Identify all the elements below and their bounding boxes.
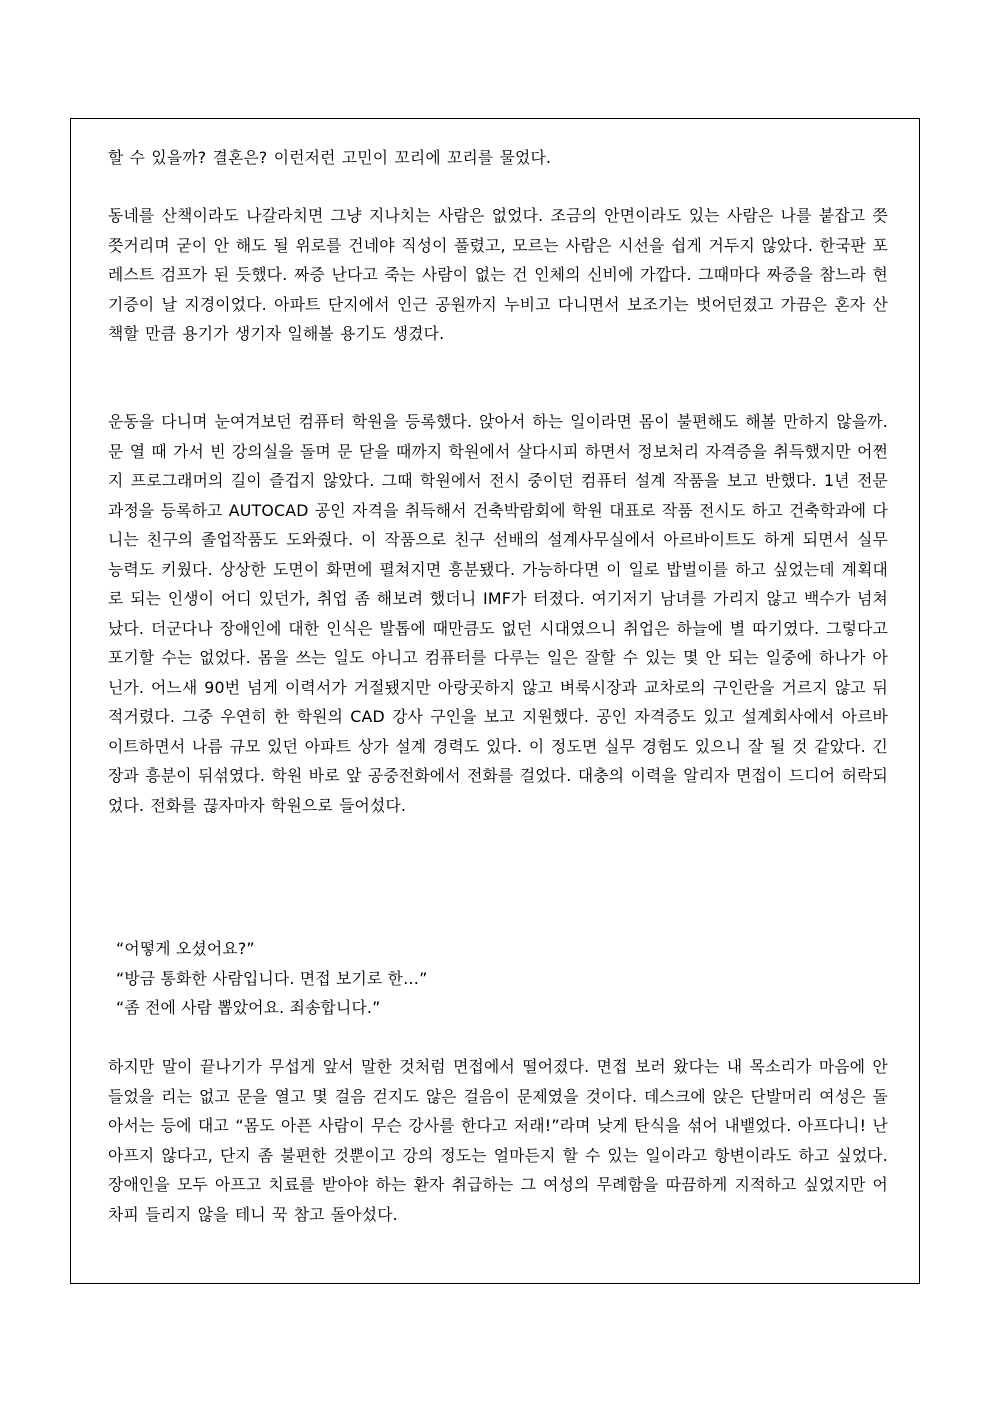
dialogue-line: “어떻게 오셨어요?” — [116, 939, 255, 958]
dialogue-line: “방금 통화한 사람입니다. 면접 보기로 한…” — [116, 968, 428, 988]
paragraph-career: 운동을 다니며 눈여겨보던 컴퓨터 학원을 등록했다. 앉아서 하는 일이라면 몸이 불편해도 해볼 만하지 않을까. 문 열 때 가서 빈 강의실을 돌며 문 닫을 때까지 학원에서 살다시피 하면서 정보처리 자격증을 취득했지만 어쩐지 프로그래머의 길이 즐겁지 않았다. 그때 학원에서 전시 중이던 컴퓨터 설계 작품을 보고 반했다. 1년 전문 과정을 등록하고 AUTOCAD 공인 자격을 취득해서 건축박람회에 학원 대표로 작품 전시도 하고 건축학과에 다니는 친구의 졸업작품도 도와줬다. 이 작품으로 친구 선배의 설계사무실에서 아르바이트도 하게 되면서 실무 능력도 키웠다. 상상한 도면이 화면에 펼쳐지면 흥분됐다. 가능하다면 이 일로 밥벌이를 하고 싶었는데 계획대로 되는 인생이 어디 있던가, 취업 좀 해보려 했더니 IMF가 터졌다. 여기저기 남녀를 가리지 않고 백수가 넘쳐났다. 더군다나 장애인에 대한 인식은 발톱에 때만큼도 없던 시대였으니 취업은 하늘에 별 따기였다. 그렇다고 포기할 수는 없었다. 몸을 쓰는 일도 아니고 컴퓨터를 다루는 일은 잘할 수 있는 몇 안 되는 일중에 하나가 아닌가. 어느새 90번 넘게 이력서가 거절됐지만 아랑곳하지 않고 벼룩시장과 교차로의 구인란을 거르지 않고 뒤적거렸다. 그중 우연히 한 학원의 CAD 강사 구인을 보고 지원했다. 공인 자격증도 있고 설계회사에서 아르바이트하면서 나름 규모 있던 아파트 상가 설계 경력도 있다. 이 정도면 실무 경험도 있으니 잘 될 것 같았다. 긴장과 흥분이 뒤섞였다. 학원 바로 앞 공중전화에서 전화를 걸었다. 대충의 이력을 알리자 면접이 드디어 허락되었다. 전화를 끊자마자 학원으로 들어섰다. — [108, 412, 888, 815]
paragraph-intro: 할 수 있을까? 결혼은? 이런저런 고민이 꼬리에 꼬리를 물었다. — [108, 148, 552, 167]
paragraph-walk: 동네를 산책이라도 나갈라치면 그냥 지나치는 사람은 없었다. 조금의 안면이라도 있는 사람은 나를 붙잡고 쯧쯧거리며 굳이 안 해도 될 위로를 건네야 직성이 풀렸고, 모르는 사람은 시선을 쉽게 거두지 않았다. 한국판 포레스트 검프가 된 듯했다. 짜증 난다고 죽는 사람이 없는 건 인체의 신비에 가깝다. 그때마다 짜증을 참느라 현기증이 날 지경이었다. 아파트 단지에서 인근 공원까지 누비고 다니면서 보조기는 벗어던졌고 가끔은 혼자 산책할 만큼 용기가 생기자 일해볼 용기도 생겼다. — [108, 206, 888, 343]
dialogue-block — [116, 934, 886, 1023]
dialogue-line: “좀 전에 사람 뽑았어요. 죄송합니다.” — [116, 998, 381, 1017]
paragraph-rejection: 하지만 말이 끝나기가 무섭게 앞서 말한 것처럼 면접에서 떨어졌다. 면접 보러 왔다는 내 목소리가 마음에 안 들었을 리는 없고 문을 열고 몇 걸음 걷지도 않은 걸음이 문제였을 것이다. 데스크에 앉은 단발머리 여성은 돌아서는 등에 대고 “몸도 아픈 사람이 무슨 강사를 한다고 저래!”라며 낮게 탄식을 섞어 내뱉었다. 아프다니! 난 아프지 않다고, 단지 좀 불편한 것뿐이고 강의 정도는 얼마든지 할 수 있는 일이라고 항변이라도 하고 싶었다. 장애인을 모두 아프고 치료를 받아야 하는 환자 취급하는 그 여성의 무례함을 따끔하게 지적하고 싶었지만 어차피 들리지 않을 테니 꾹 참고 돌아섰다. — [108, 1057, 888, 1224]
